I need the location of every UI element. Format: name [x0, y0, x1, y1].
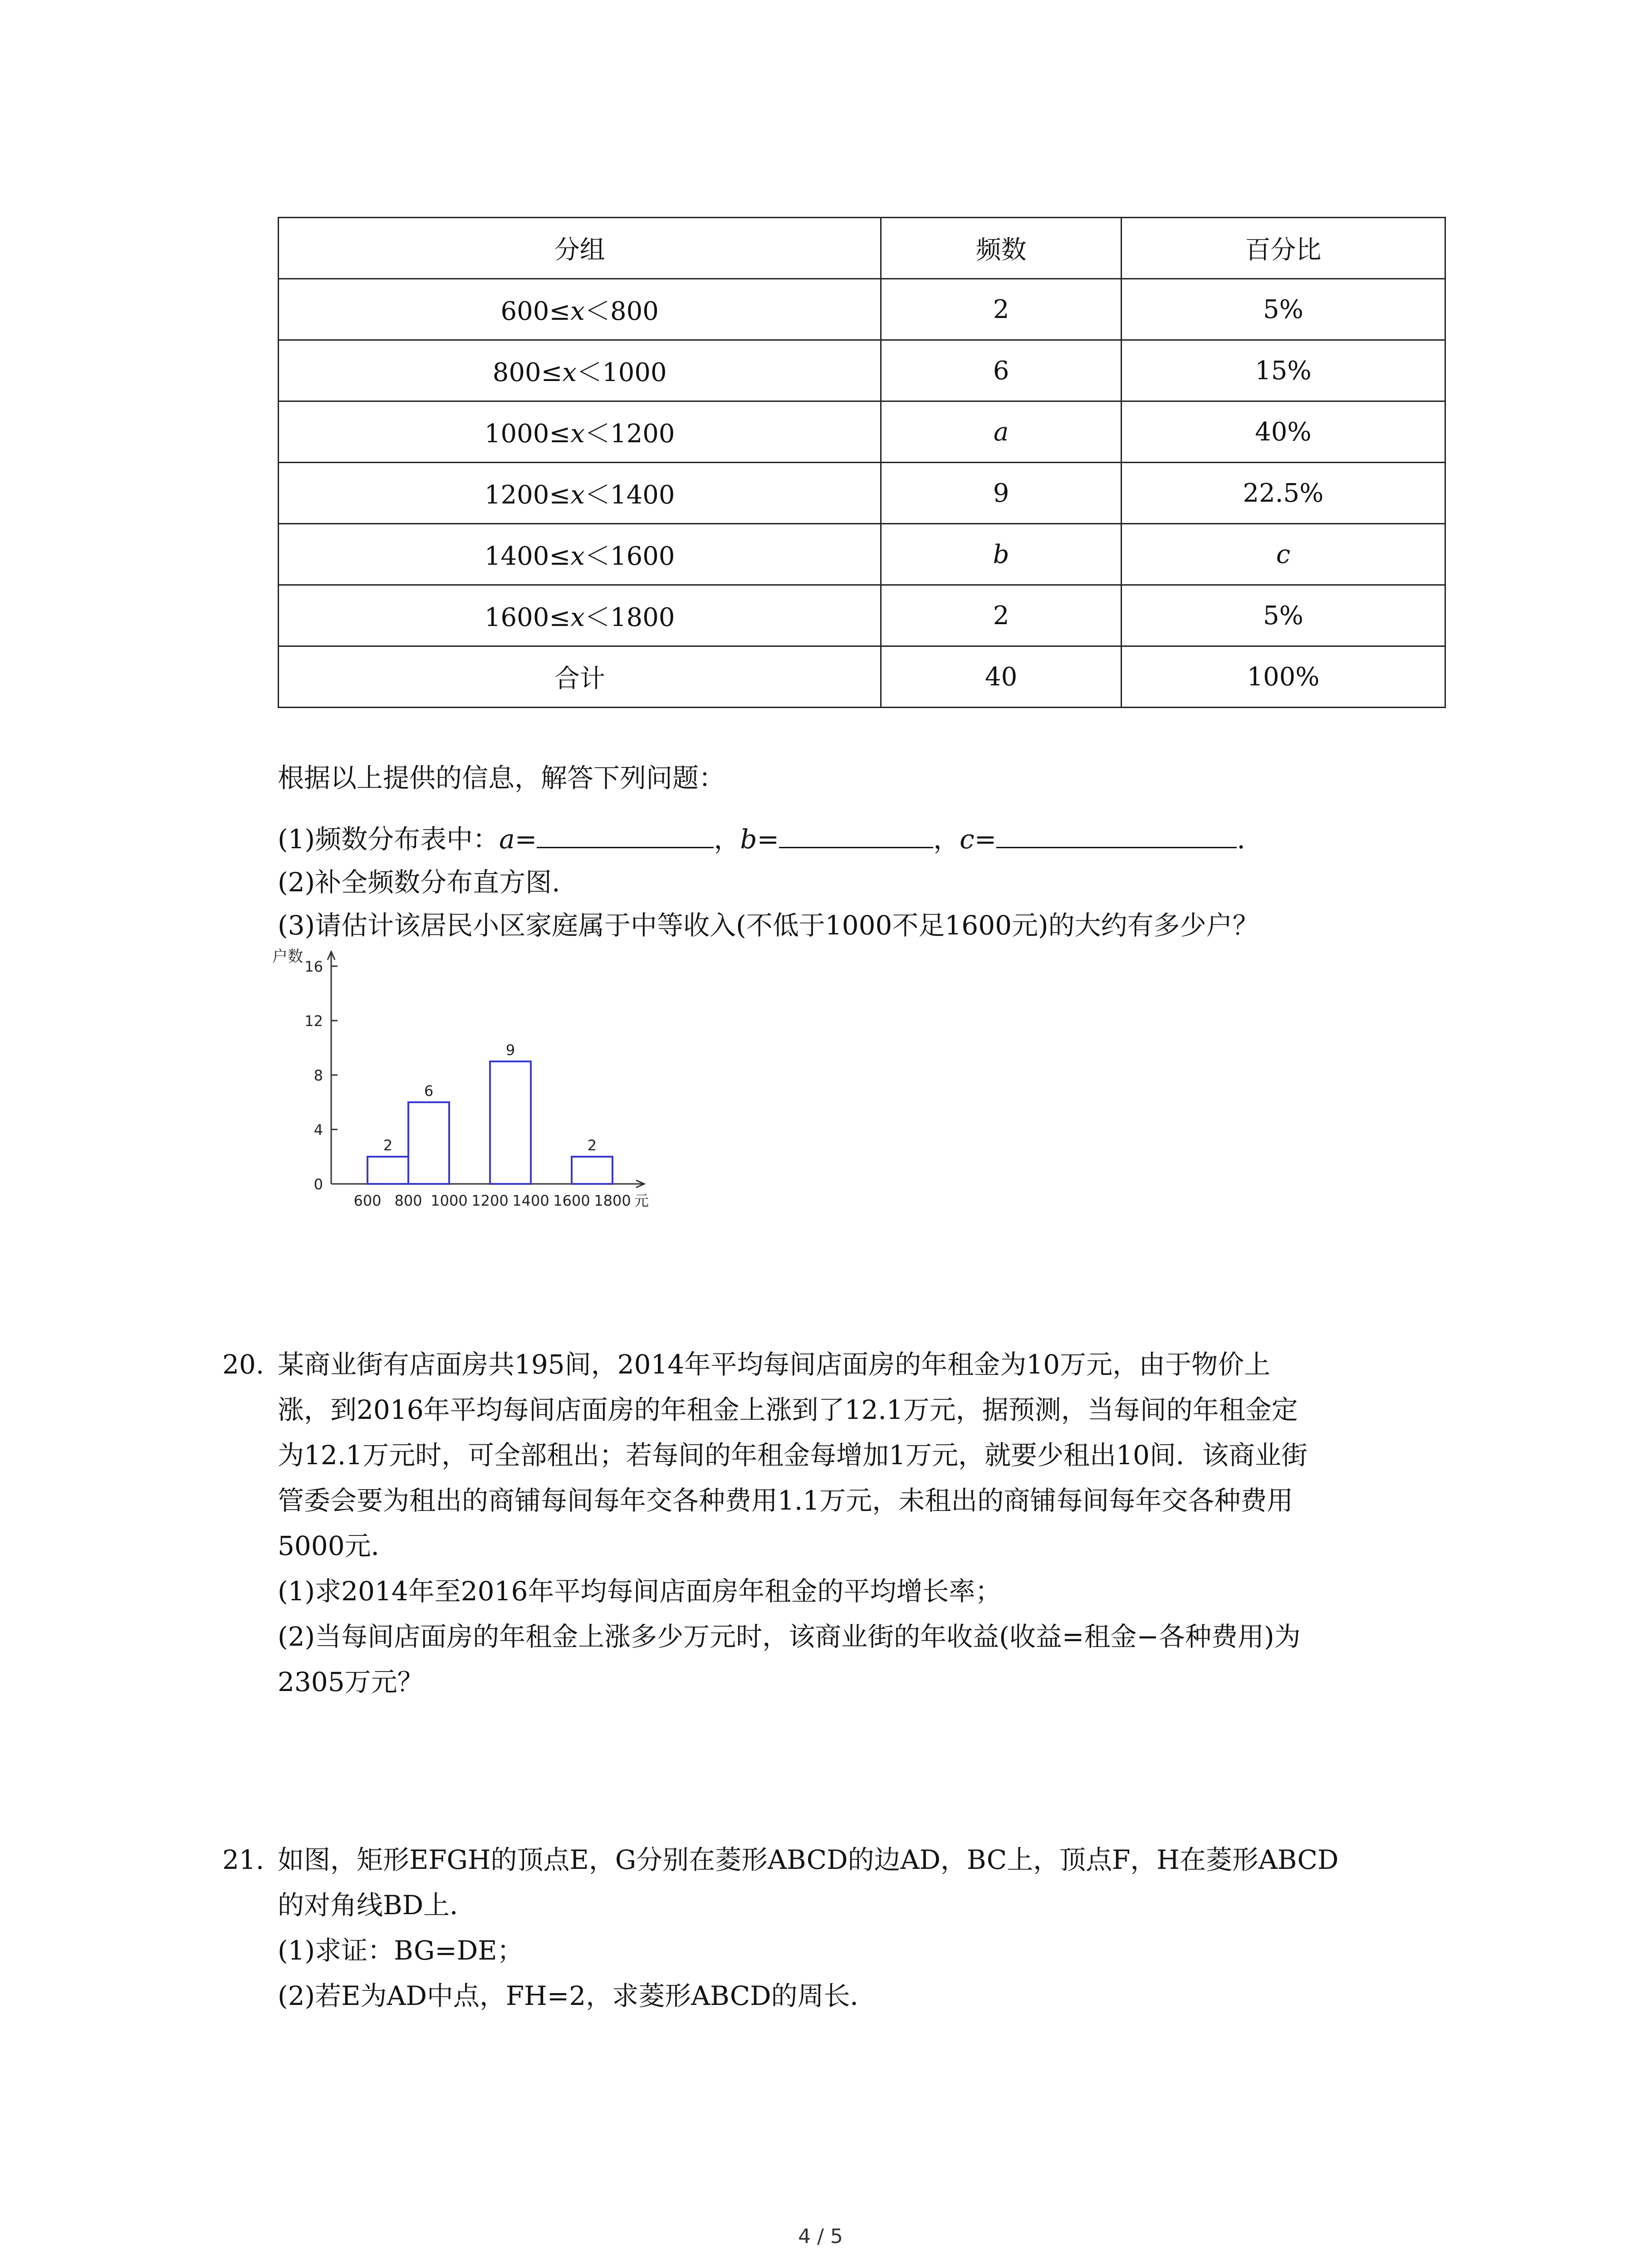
- table-row: [279, 463, 1445, 524]
- pct-cell: 40%: [1121, 401, 1445, 463]
- freq-cell: a: [881, 401, 1121, 463]
- x-tick-label: 1600: [553, 1192, 590, 1209]
- group-cell: 800≤x＜1000: [279, 340, 881, 401]
- table-row: [279, 524, 1445, 585]
- frequency-histogram: [263, 943, 671, 1209]
- group-cell: 1400≤x＜1600: [279, 524, 881, 585]
- x-tick-label: 1200: [471, 1192, 509, 1209]
- y-tick-label: 4: [314, 1121, 323, 1139]
- x-tick-label: 1400: [512, 1192, 549, 1209]
- q21-number: 21.: [222, 1844, 265, 1875]
- total-pct: 100%: [1121, 646, 1445, 708]
- answer-blank-b[interactable]: [779, 820, 933, 848]
- header-frequency: 频数: [881, 218, 1121, 279]
- x-tick-label: 600: [353, 1192, 382, 1209]
- q21-part2: (2)若E为AD中点，FH=2，求菱形ABCD的周长．: [278, 1980, 877, 2011]
- header-percent: 百分比: [1121, 218, 1445, 279]
- q20-part1: (1)求2014年至2016年平均每间店面房年租金的平均增长率；: [278, 1576, 1002, 1607]
- q21-part1: (1)求证：BG=DE；: [278, 1935, 524, 1966]
- histogram-bar: [490, 1061, 531, 1184]
- q20-line: 5000元．: [278, 1530, 397, 1561]
- bar-value-label: 9: [505, 1041, 515, 1059]
- histogram-labels: [272, 948, 649, 1209]
- q19-part3: (3)请估计该居民小区家庭属于中等收入(不低于1000不足1600元)的大约有多少户？: [278, 910, 1259, 941]
- answer-blank-a[interactable]: [537, 820, 714, 848]
- y-tick-label: 12: [304, 1012, 323, 1030]
- q19-intro: 根据以上提供的信息，解答下列问题：: [278, 763, 725, 793]
- table-row: [279, 279, 1445, 340]
- x-tick-label: 1000: [431, 1192, 468, 1209]
- table-header-row: [279, 218, 1445, 279]
- pct-cell: 5%: [1121, 279, 1445, 340]
- histogram-bars: [367, 1061, 612, 1184]
- frequency-table: [278, 217, 1446, 708]
- q20-line: 涨，到2016年平均每间店面房的年租金上涨到了12.1万元，据预测，当每间的年租金定: [278, 1394, 1298, 1425]
- q20-part2: (2)当每间店面房的年租金上涨多少万元时，该商业街的年收益(收益=租金−各种费用)为: [278, 1621, 1301, 1652]
- bar-value-label: 2: [383, 1137, 393, 1154]
- q19-part1: (1)频数分布表中：a= ，b= ，c= .: [278, 816, 1245, 862]
- histogram-bar: [367, 1157, 408, 1184]
- y-tick-label: 8: [314, 1067, 323, 1084]
- total-label: 合计: [279, 646, 881, 708]
- bar-value-label: 2: [587, 1137, 597, 1154]
- group-cell: 600≤x＜800: [279, 279, 881, 340]
- q20-number: 20.: [222, 1349, 265, 1380]
- table-row: [279, 340, 1445, 401]
- group-cell: 1000≤x＜1200: [279, 401, 881, 463]
- q19-part2: (2)补全频数分布直方图.: [278, 867, 560, 898]
- y-axis-title: 户数: [272, 948, 303, 966]
- q21-line: 的对角线BD上．: [278, 1890, 476, 1921]
- q20-line: 为12.1万元时，可全部租出；若每间的年租金每增加1万元，就要少租出10间．该商业街: [278, 1440, 1308, 1471]
- header-group: 分组: [279, 218, 881, 279]
- freq-cell: 2: [881, 585, 1121, 646]
- page-number: 4 / 5: [798, 2225, 843, 2248]
- table-row: [279, 585, 1445, 646]
- y-tick-label: 16: [304, 958, 323, 975]
- pct-cell: 22.5%: [1121, 463, 1445, 524]
- table-row: [279, 401, 1445, 463]
- q21-line: 如图，矩形EFGH的顶点E，G分别在菱形ABCD的边AD，BC上，顶点F，H在菱形ABCD: [278, 1844, 1339, 1875]
- histogram-bar: [572, 1157, 612, 1184]
- freq-cell: b: [881, 524, 1121, 585]
- group-cell: 1600≤x＜1800: [279, 585, 881, 646]
- table-total-row: [279, 646, 1445, 708]
- group-cell: 1200≤x＜1400: [279, 463, 881, 524]
- pct-cell: 5%: [1121, 585, 1445, 646]
- bar-value-label: 6: [424, 1082, 434, 1100]
- freq-cell: 9: [881, 463, 1121, 524]
- y-tick-label: 0: [314, 1176, 323, 1193]
- x-axis-unit: 元: [634, 1192, 649, 1209]
- x-tick-label: 1800: [594, 1192, 631, 1209]
- pct-cell: c: [1121, 524, 1445, 585]
- q20-line: 管委会要为租出的商铺每间每年交各种费用1.1万元，未租出的商铺每间每年交各种费用: [278, 1485, 1293, 1516]
- freq-cell: 6: [881, 340, 1121, 401]
- histogram-bar: [408, 1102, 449, 1184]
- answer-blank-c[interactable]: [996, 820, 1237, 848]
- pct-cell: 15%: [1121, 340, 1445, 401]
- freq-cell: 2: [881, 279, 1121, 340]
- total-freq: 40: [881, 646, 1121, 708]
- histogram-axes: [328, 952, 644, 1188]
- x-tick-label: 800: [394, 1192, 422, 1209]
- q20-line: 2305万元？: [278, 1667, 424, 1697]
- q20-line: 某商业街有店面房共195间，2014年平均每间店面房的年租金为10万元，由于物价上: [278, 1349, 1271, 1380]
